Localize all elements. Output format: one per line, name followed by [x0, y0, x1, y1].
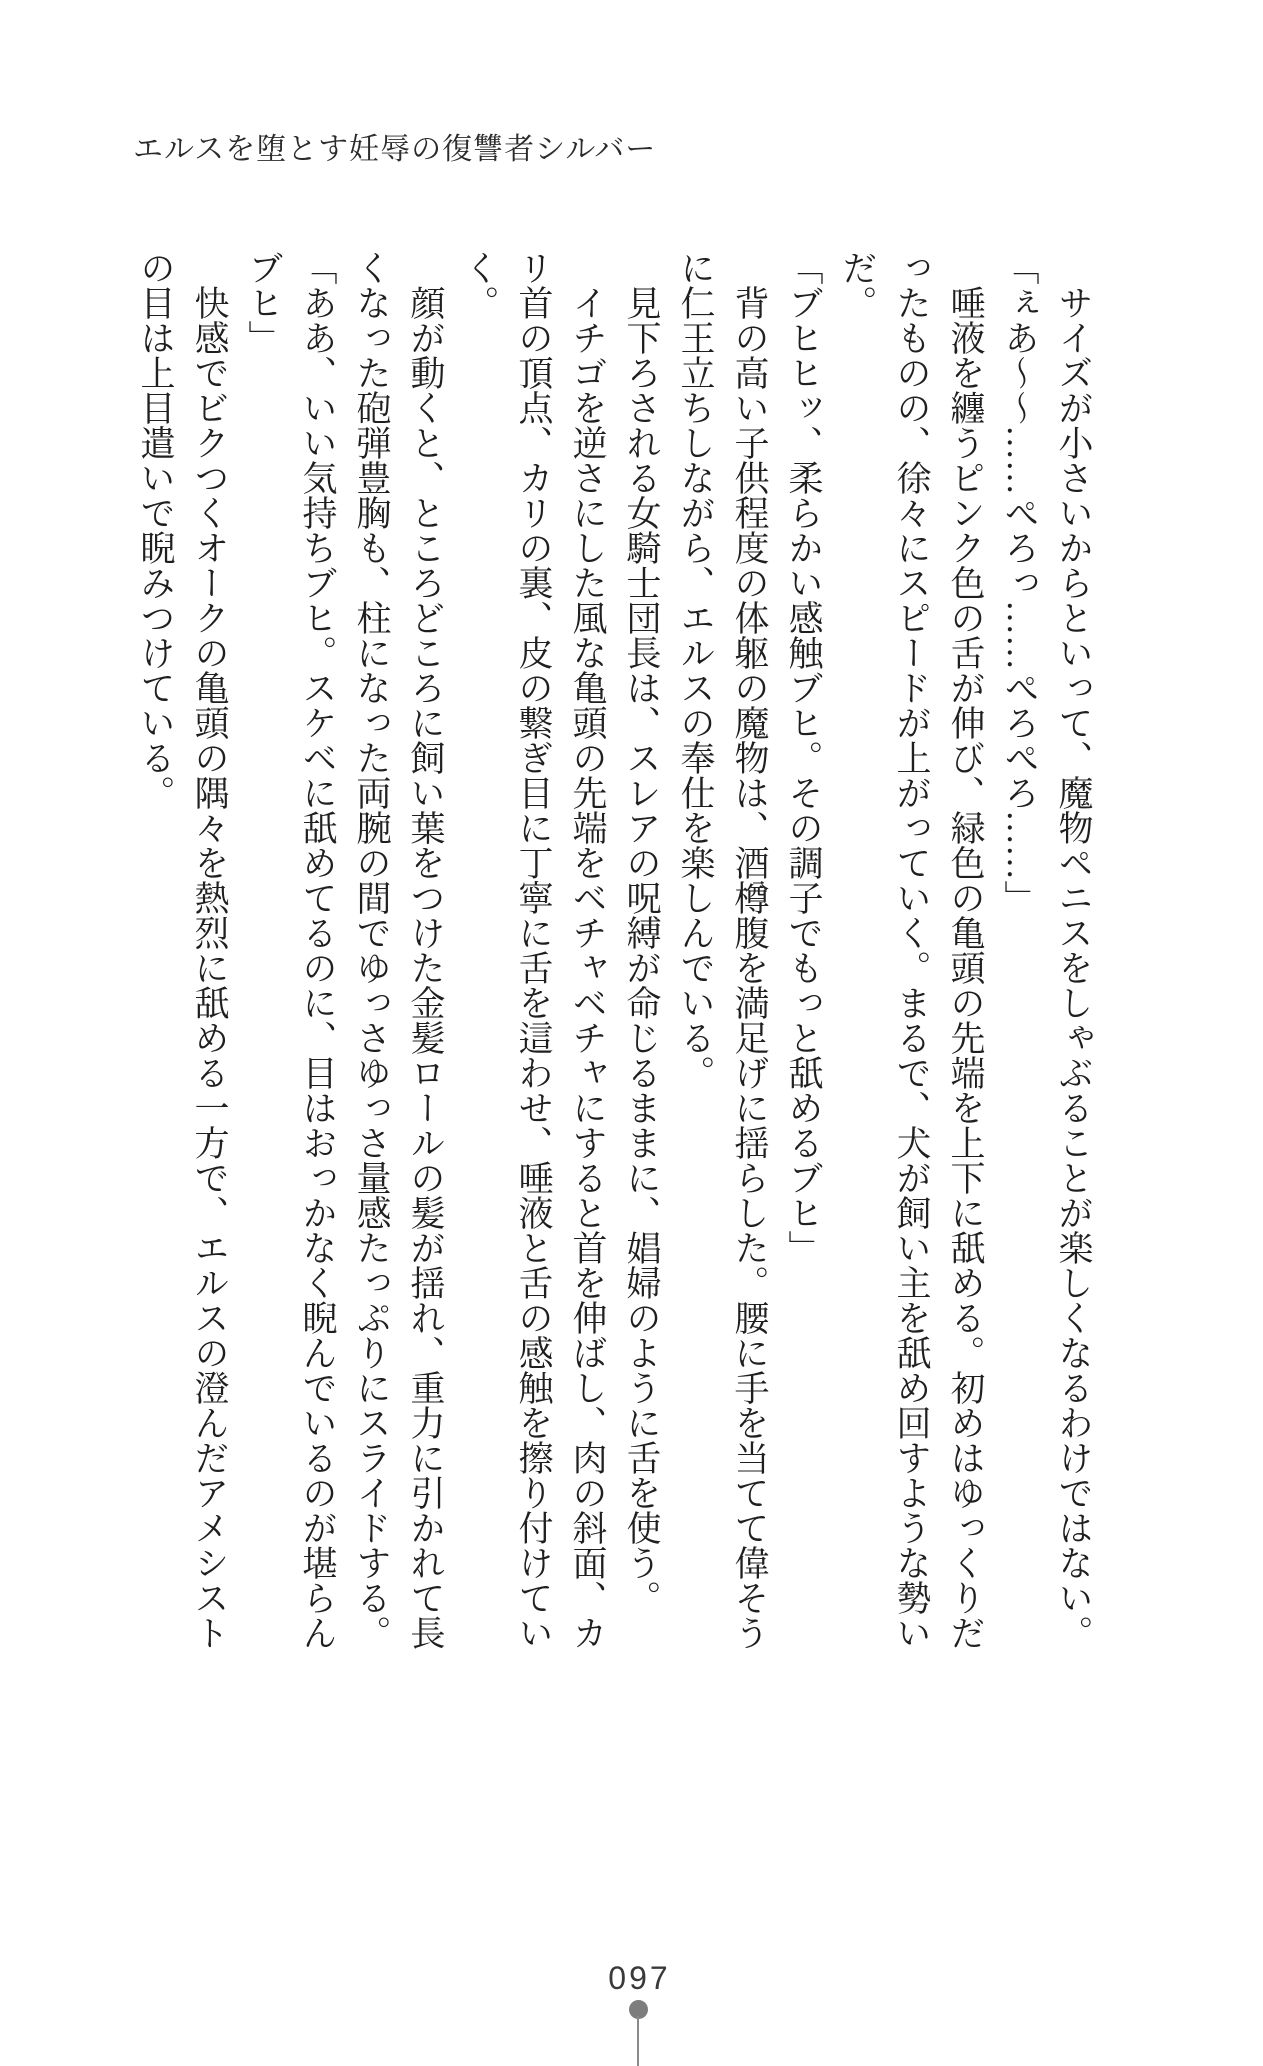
text-line: イチゴを逆さにした風な亀頭の先端をベチャベチャにすると首を伸ばし、肉の斜面、カ [568, 285, 607, 1650]
text-line: 顔が動くと、ところどころに飼い葉をつけた金髪ロールの髪が揺れ、重力に引かれて長 [406, 285, 445, 1650]
text-line: 唾液を纏うピンク色の舌が伸び、緑色の亀頭の先端を上下に舐める。初めはゆっくりだ [946, 285, 985, 1650]
main-text-block [128, 250, 1100, 1650]
text-line: 背の高い子供程度の体躯の魔物は、酒樽腹を満足げに揺らした。腰に手を当てて偉そう [730, 285, 769, 1650]
text-line: くなった砲弾豊胸も、柱になった両腕の間でゆっさゆっさ量感たっぷりにスライドする。 [352, 250, 391, 1650]
text-line: 「ぇあ～～……ぺろっ……ぺろぺろ……」 [1000, 250, 1039, 915]
text-line: 「ブヒヒッ、柔らかい感触ブヒ。その調子でもっと舐めるブヒ」 [784, 250, 823, 1265]
text-line: に仁王立ちしながら、エルスの奉仕を楽しんでいる。 [676, 250, 715, 1090]
text-line: の目は上目遣いで睨みつけている。 [136, 250, 175, 810]
page-number: 097 [608, 1960, 671, 1996]
text-line: サイズが小さいからといって、魔物ペニスをしゃぶることが楽しくなるわけではない。 [1054, 285, 1093, 1650]
text-line: 「ああ、いい気持ちブヒ。スケベに舐めてるのに、目はおっかなく睨んでいるのが堪らん [298, 250, 337, 1650]
running-header-title: エルスを堕とす妊辱の復讐者シルバー [133, 133, 657, 166]
text-line: リ首の頂点、カリの裏、皮の繋ぎ目に丁寧に舌を這わせ、唾液と舌の感触を擦り付けてい [514, 250, 553, 1650]
text-line: だ。 [838, 250, 877, 320]
text-line: 快感でビクつくオークの亀頭の隅々を熱烈に舐める一方で、エルスの澄んだアメシスト [190, 285, 229, 1650]
text-line: ブヒ」 [244, 250, 283, 355]
text-line: 見下ろされる女騎士団長は、スレアの呪縛が命じるままに、娼婦のように舌を使う。 [622, 285, 661, 1615]
footer-vertical-line [637, 2016, 639, 2066]
text-line: ったものの、徐々にスピードが上がっていく。まるで、犬が飼い主を舐め回すような勢い [892, 250, 931, 1650]
text-line: く。 [460, 250, 499, 320]
